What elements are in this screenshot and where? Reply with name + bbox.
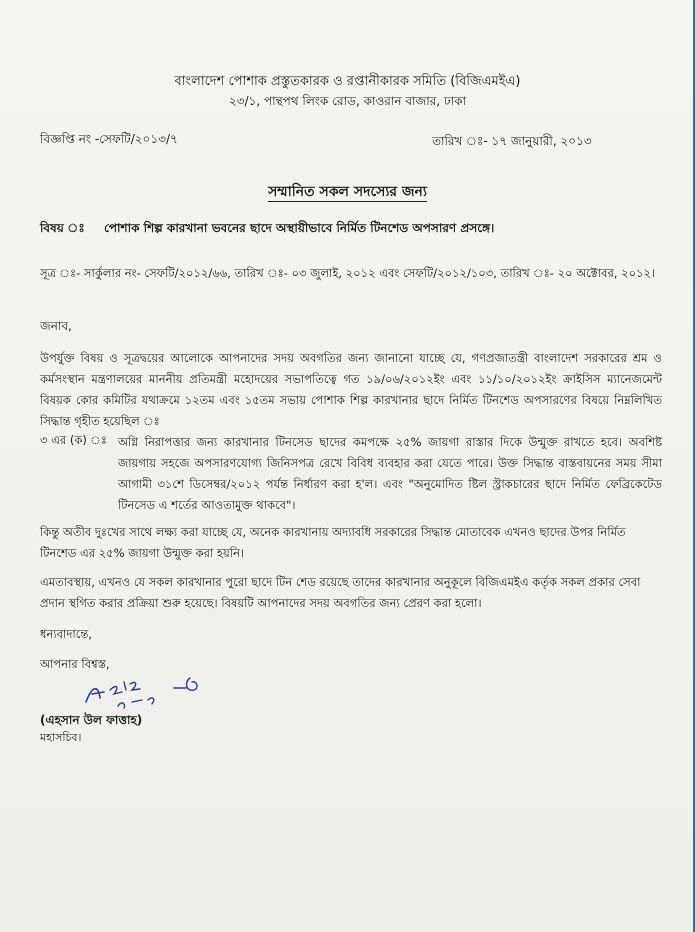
handwritten-signature <box>78 668 228 712</box>
decision-label: ৩ এর (ক) ঃ <box>40 433 107 447</box>
closing-thanks: ধন্যবাদান্তে, <box>40 627 92 641</box>
signer-designation: মহাসচিব। <box>40 731 82 744</box>
notice-title-text: সম্মানিত সকল সদস্যের জন্য <box>268 184 427 200</box>
organization-name: বাংলাদেশ পোশাক প্রস্তুতকারক ও রপ্তানীকারক সমিতি (বিজিএমইএ) <box>174 74 521 89</box>
decision-text: অগ্নি নিরাপত্তার জন্য কারখানার টিনসেড ছাদের কমপক্ষে ২৫% জায়গা রাস্তার দিকে উন্মুক্ত রাখতে হবে। অবশিষ্ট জায়গায় সহজে অপসারণযোগ্য জিনিসপত্র রেখে বিবিধ ব্যবহার করা যেতে পারে। উক্ত সিদ্ধান্ত বাস্তবায়নের সময় সীমা আগামী ৩১শে ডিসেম্বর/২০১২ পর্যন্ত নির্ধারণ করা হ'ল। এবং "অনুমোদিত ষ্টিল স্ট্রাকচারের ছাদে নির্মিত ফেব্রিকেটেড টিনসেড এ শর্তের আওতামুক্ত থাকবে"। <box>118 435 662 512</box>
references: সূত্র ঃ- সার্কুলার নং- সেফটি/২০১২/৬৬, তারিখ ঃ- ০৩ জুলাই, ২০১২ এবং সেফটি/২০১২/১০৩, তারিখ ঃ- ২০ অক্টোবর, ২০১২। <box>40 266 656 280</box>
subject-text: পোশাক শিল্প কারখানা ভবনের ছাদে অস্থায়ীভাবে নির্মিত টিনশেড অপসারণ প্রসঙ্গে। <box>104 221 495 235</box>
signer-name: (এহসান উল ফাত্তাহ) <box>40 713 143 727</box>
closing-yours: আপনার বিশ্বস্ত, <box>40 657 110 671</box>
notice-date: তারিখ ঃ- ১৭ জানুয়ারী, ২০১৩ <box>432 134 592 148</box>
salutation: জনাব, <box>40 319 72 333</box>
body-paragraph-3: এমতাবস্থায়, এখনও যে সকল কারখানার পুরো ছাদে টিন শেড রয়েছে তাদের কারখানার অনুকূলে বিজিএমইএ কর্তৃক সকল প্রকার সেবা প্রদান স্থগিত করার প্রক্রিয়া শুরু হয়েছে। বিষয়টি আপনাদের সদয় অবগতির জন্য প্রেরণ করা হলো। <box>40 575 641 610</box>
organization-address: ২৩/১, পান্থপথ লিংক রোড, কাওরান বাজার, ঢাকা <box>228 94 467 108</box>
body-paragraph-1: উপর্যুক্ত বিষয় ও সূত্রদ্বয়ের আলোকে আপনাদের সদয় অবগতির জন্য জানানো যাচ্ছে যে, গণপ্রজাতন্ত্রী বাংলাদেশ সরকারের শ্রম ও কর্মসংস্থান মন্ত্রণালয়ের মাননীয় প্রতিমন্ত্রী মহোদয়ের সভাপতিত্বে গত ১৯/০৬/২০১২ইং এবং ১১/১০/২০১২ইং ক্রাইসিস ম্যানেজমেন্ট বিষয়ক কোর কমিটির যথাক্রমে ১২তম এবং ১৫তম সভায় পোশাক শিল্প কারখানার ছাদে নির্মিত টিনশেড অপসারণের বিষয়ে নিম্নলিখিত সিদ্ধান্ত গৃহীত হয়েছিল ঃ <box>40 351 662 428</box>
notice-reference-number: বিজ্ঞপ্তি নং -সেফটি/২০১৩/৭ <box>40 132 178 146</box>
subject-label: বিষয় ঃ <box>40 221 85 235</box>
subject-line <box>40 220 660 240</box>
notice-title <box>0 180 695 204</box>
body-paragraph-2: কিন্তু অতীব দুঃখের সাথে লক্ষ্য করা যাচ্ছে যে, অনেক কারখানায় অদ্যাবধি সরকারের সিদ্ধান্ত মোতাবেক এখনও ছাদের উপর নির্মিত টিনশেড এর ২৫% জায়গা উন্মুক্ত করা হয়নি। <box>40 525 626 560</box>
